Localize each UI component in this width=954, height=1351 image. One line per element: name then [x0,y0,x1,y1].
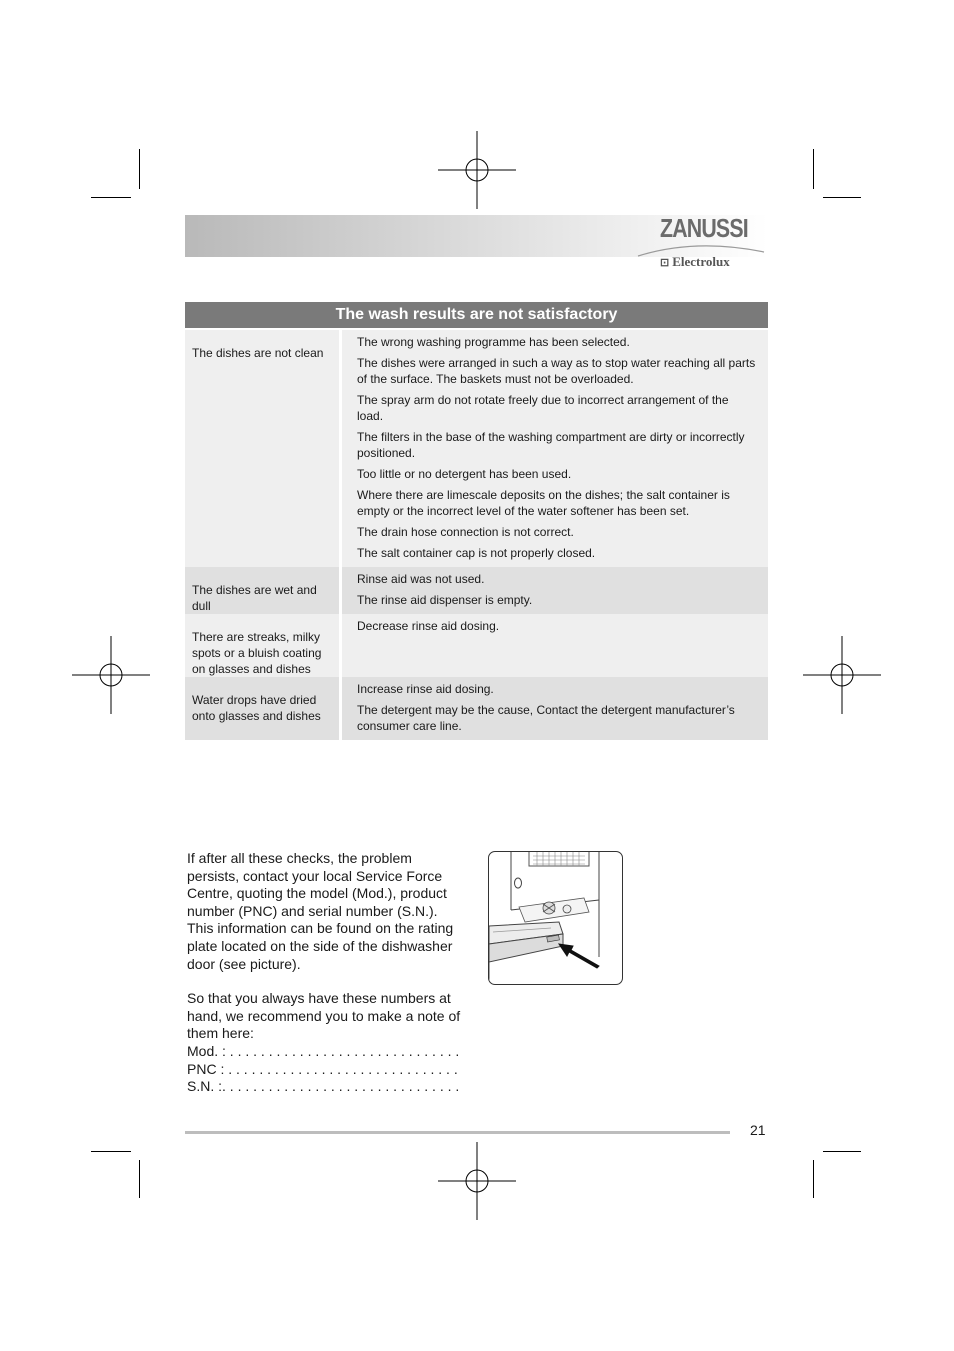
symptom-cell: The dishes are wet and dull [185,567,339,614]
section-title: The wash results are not satisfactory [185,302,768,328]
crop-mark [813,149,814,189]
cause-item: The detergent may be the cause, Contact the detergent manufacturer’s consumer care line. [357,703,735,733]
brand-sub-label: Electrolux [672,254,730,269]
causes-cell [342,677,768,740]
registration-mark-icon [438,1142,516,1220]
table-row [185,677,768,740]
table-row [185,567,768,614]
model-fill-line: Mod. : . . . . . . . . . . . . . . . . . . . . . . . . . . . . . . [187,1042,460,1059]
cause-item: Rinse aid was not used. [357,572,485,586]
causes-cell [342,614,768,677]
registration-mark-icon [72,636,150,714]
cause-item: The drain hose connection is not correct. [357,525,574,539]
service-paragraph: If after all these checks, the problem persists, contact your local Service Force Centre, quoting the model (Mod.), product number (PNC) and serial number (S.N.). [187,850,447,919]
crop-mark [139,1160,140,1198]
cause-item: Decrease rinse aid dosing. [357,619,500,633]
cause-item: The spray arm do not rotate freely due to incorrect arrangement of the load. [357,393,729,423]
serial-fill-line: S.N. :. . . . . . . . . . . . . . . . . . . . . . . . . . . . . . . [187,1078,460,1095]
electrolux-icon: ⊡ [660,257,670,269]
crop-mark [823,197,861,198]
symptom-cell: There are streaks, milky spots or a bluish coating on glasses and dishes [185,614,339,677]
cause-item: The dishes were arranged in such a way as to stop water reaching all parts of the surface. The baskets must not be overloaded. [357,356,756,386]
brand-sub-logo [660,254,730,270]
note-paragraph: So that you always have these numbers at hand, we recommend you to make a note of them here: [187,990,461,1042]
causes-cell [342,567,768,614]
crop-mark [823,1151,861,1152]
cause-item: The rinse aid dispenser is empty. [357,593,533,607]
registration-mark-icon [803,636,881,714]
cause-item: The salt container cap is not properly closed. [357,546,596,560]
crop-mark [813,1160,814,1198]
dishwasher-illustration [489,852,622,984]
table-row [185,330,768,567]
cause-item: The filters in the base of the washing compartment are dirty or incorrectly positioned. [357,430,745,460]
cause-item: Increase rinse aid dosing. [357,682,494,696]
service-info [187,850,465,1096]
cause-item: Where there are limescale deposits on the dishes; the salt container is empty or the incorrect level of the water softener has been set. [357,488,730,518]
registration-mark-icon [438,131,516,209]
causes-cell [342,330,768,567]
crop-mark [91,197,131,198]
table-row [185,614,768,677]
footer-rule [185,1131,730,1134]
page-number: 21 [750,1122,766,1138]
cause-item: Too little or no detergent has been used. [357,467,572,481]
symptom-cell: Water drops have dried onto glasses and dishes [185,677,339,740]
brand-logo: ZANUSSI [660,213,748,243]
crop-mark [91,1151,131,1152]
troubleshooting-table [185,330,768,740]
rating-plate-paragraph: This information can be found on the rating plate located on the side of the dishwasher door (see picture). [187,920,454,972]
rating-plate-picture [488,851,623,985]
cause-item: The wrong washing programme has been selected. [357,335,630,349]
pnc-fill-line: PNC : . . . . . . . . . . . . . . . . . . . . . . . . . . . . . . [187,1060,458,1077]
symptom-cell: The dishes are not clean [185,330,339,567]
crop-mark [139,149,140,189]
